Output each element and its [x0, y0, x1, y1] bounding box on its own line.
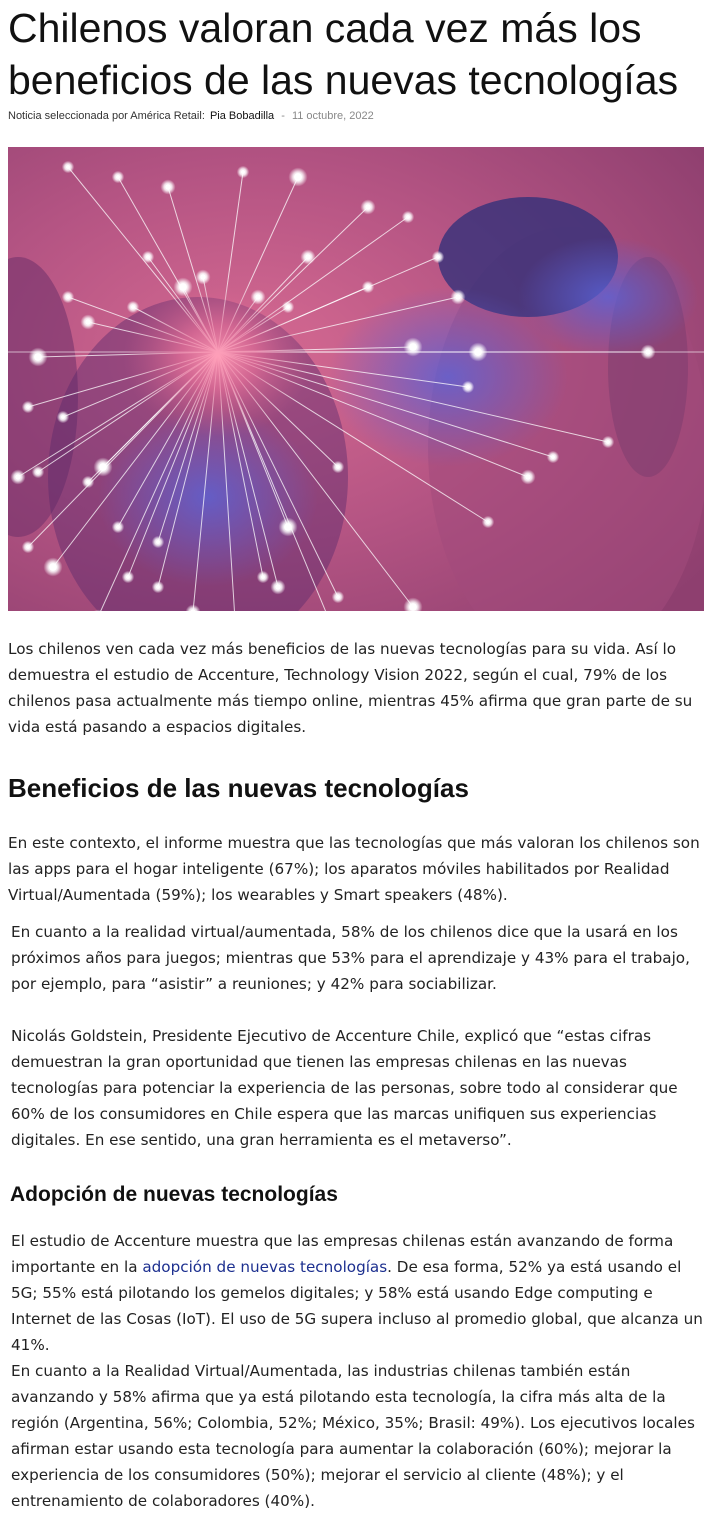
paragraph: En este contexto, el informe muestra que las tecnologías que más valoran los chilenos son las apps para el hogar inteligente (67%); los aparatos móviles habilitados por Realidad Virtual/Aumentada (59%); los wearables y Smart speakers (48%). [8, 834, 700, 904]
light-dot-core [336, 465, 340, 469]
light-dot-core [126, 575, 130, 579]
author-link[interactable]: Pia Bobadilla [209, 110, 275, 122]
light-dot-core [200, 274, 205, 279]
light-dot-core [241, 170, 245, 174]
light-dot-core [146, 255, 150, 259]
light-dot-core [525, 474, 530, 479]
light-dot-core [85, 319, 90, 324]
light-dot-core [409, 343, 417, 351]
vr-people-illustration [8, 147, 704, 611]
light-dot-core [255, 294, 260, 299]
paragraph: En cuanto a la Realidad Virtual/Aumentada, las industrias chilenas también están avanzando y 58% afirma que ya está pilotando esta tecnología, la cifra más alta de la región (Argentina, 56%; Colombia, 52%; México, 35%; Brasil: 49%). Los ejecutivos locales afirman estar usando esta tecnología para aumentar la colaboración (60%); mejorar la experiencia de los consumidores (50%); mejorar el servicio al cliente (48%); y el entrenamiento de colaboradores (40%). [11, 1362, 695, 1510]
adopcion-link[interactable]: adopción de nuevas tecnologías [142, 1258, 388, 1276]
light-dot-core [116, 525, 120, 529]
meta-separator: - [281, 110, 285, 122]
light-dot-core [406, 215, 410, 219]
light-dot-core [474, 348, 482, 356]
light-dot-core [305, 254, 310, 259]
light-dot-core [131, 305, 135, 309]
light-dot-core [34, 353, 42, 361]
light-dot-core [15, 474, 20, 479]
text-span: El estudio de Accenture muestra que las empresas chilenas están avanzando de forma importante en la [11, 1232, 674, 1276]
light-dot-core [26, 405, 30, 409]
light-dot-core [409, 603, 417, 611]
light-dot-core [284, 523, 292, 531]
light-dot-core [36, 470, 40, 474]
light-dot-core [436, 255, 440, 259]
light-dot-core [261, 575, 265, 579]
paragraph: En cuanto a la realidad virtual/aumentada, 58% de los chilenos dice que la usará en los próximos años para juegos; mientras que 53% para el aprendizaje y 43% para el trabajo, por ejemplo, para “asistir” a reuniones; y 42% para sociabilizar. [11, 923, 690, 993]
light-dot-core [179, 283, 187, 291]
light-dot-core [99, 463, 107, 471]
light-dot-core [455, 294, 460, 299]
light-dot-core [165, 184, 170, 189]
paragraph [11, 1228, 708, 1358]
light-dot-core [366, 285, 370, 289]
hero-image [8, 147, 704, 611]
meta-prefix: Noticia seleccionada por América Retail: [8, 110, 205, 122]
light-dot-core [61, 415, 65, 419]
light-dot-core [336, 595, 340, 599]
text-span: . De esa forma, 52% ya está usando el 5G; 55% está pilotando los gemelos digitales; y 58% está usando Edge computing e Internet de las Cosas (IoT). El uso de 5G supera incluso al promedio global, que alcanza un 41%. [11, 1258, 703, 1354]
article-meta [8, 108, 374, 124]
light-dot-core [551, 455, 555, 459]
light-dot-core [156, 540, 160, 544]
light-dot-core [294, 173, 302, 181]
light-dot-core [86, 480, 90, 484]
publish-date: 11 octubre, 2022 [291, 110, 374, 122]
section-heading-beneficios: Beneficios de las nuevas tecnologías [8, 773, 469, 803]
light-dot-core [26, 545, 30, 549]
light-dot-core [156, 585, 160, 589]
light-dot-core [645, 349, 650, 354]
light-dot-core [466, 385, 470, 389]
light-dot-core [286, 305, 290, 309]
quote-paragraph: Nicolás Goldstein, Presidente Ejecutivo de Accenture Chile, explicó que “estas cifras demuestran la gran oportunidad que tienen las empresas chilenas en las nuevas tecnologías para potenciar la experiencia de las personas, sobre todo al considerar que 60% de los consumidores en Chile espera que las marcas unifiquen sus experiencias digitales. En ese sentido, una gran herramienta es el metaverso”. [11, 1027, 678, 1149]
article-title: Chilenos valoran cada vez más los beneficios de las nuevas tecnologías [8, 5, 679, 103]
light-dot-core [365, 204, 370, 209]
light-dot-core [66, 295, 70, 299]
intro-paragraph: Los chilenos ven cada vez más beneficios de las nuevas tecnologías para su vida. Así lo demuestra el estudio de Accenture, Technology Vision 2022, según el cual, 79% de los chilenos pasa actualmente más tiempo online, mientras 45% afirma que gran parte de su vida está pasando a espacios digitales. [8, 640, 693, 736]
light-dot-core [606, 440, 610, 444]
light-dot-core [486, 520, 490, 524]
light-dot-core [275, 584, 280, 589]
light-dot-core [116, 175, 120, 179]
light-dot-core [49, 563, 57, 571]
section-heading-adopcion: Adopción de nuevas tecnologías [10, 1183, 338, 1206]
light-dot-core [66, 165, 70, 169]
